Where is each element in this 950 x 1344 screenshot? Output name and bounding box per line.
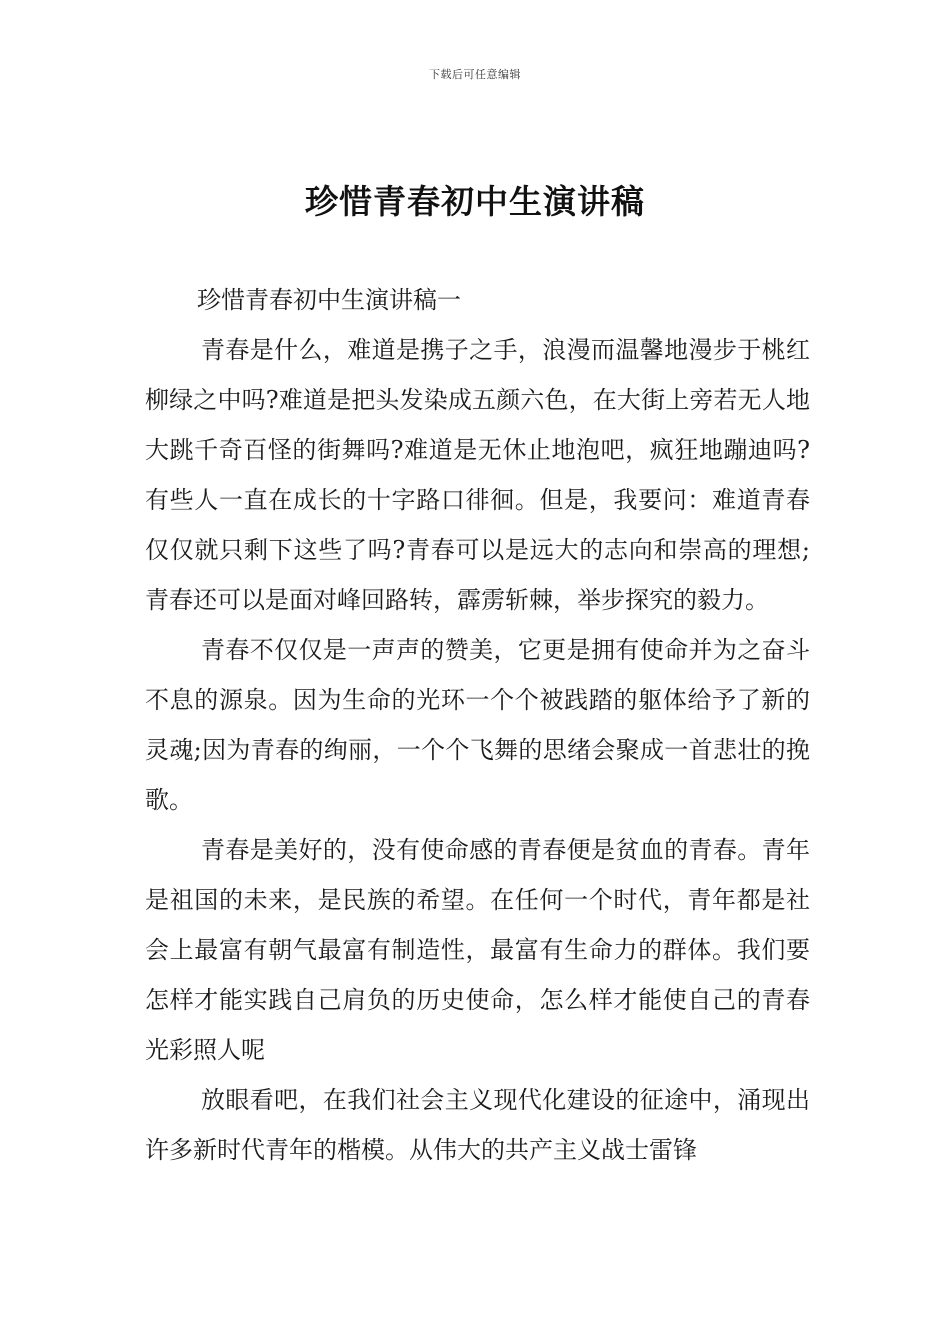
paragraph-3: 青春是美好的，没有使命感的青春便是贫血的青春。青年是祖国的未来，是民族的希望。在任何一个时代，青年都是社会上最富有朝气最富有制造性，最富有生命力的群体。我们要怎样才能实践自己肩负的历史使命，怎么样才能使自己的青春光彩照人呢 (145, 836, 810, 1064)
paragraph-4: 放眼看吧，在我们社会主义现代化建设的征途中，涌现出许多新时代青年的楷模。从伟大的共产主义战士雷锋 (145, 1086, 810, 1164)
section-heading: 珍惜青春初中生演讲稿一 (197, 286, 461, 314)
header-note: 下载后可任意编辑 (429, 68, 521, 81)
paragraph-1: 青春是什么，难道是携子之手，浪漫而温馨地漫步于桃红柳绿之中吗?难道是把头发染成五颜六色，在大街上旁若无人地大跳千奇百怪的街舞吗?难道是无休止地泡吧，疯狂地蹦迪吗?有些人一直在成长的十字路口徘徊。但是，我要问：难道青春仅仅就只剩下这些了吗?青春可以是远大的志向和崇高的理想;青春还可以是面对峰回路转，霹雳斩棘，举步探究的毅力。 (145, 336, 810, 614)
document-body (145, 279, 810, 1175)
document-title: 珍惜青春初中生演讲稿 (305, 182, 645, 221)
paragraph-2: 青春不仅仅是一声声的赞美，它更是拥有使命并为之奋斗不息的源泉。因为生命的光环一个个被践踏的躯体给予了新的灵魂;因为青春的绚丽，一个个飞舞的思绪会聚成一首悲壮的挽歌。 (145, 636, 810, 814)
